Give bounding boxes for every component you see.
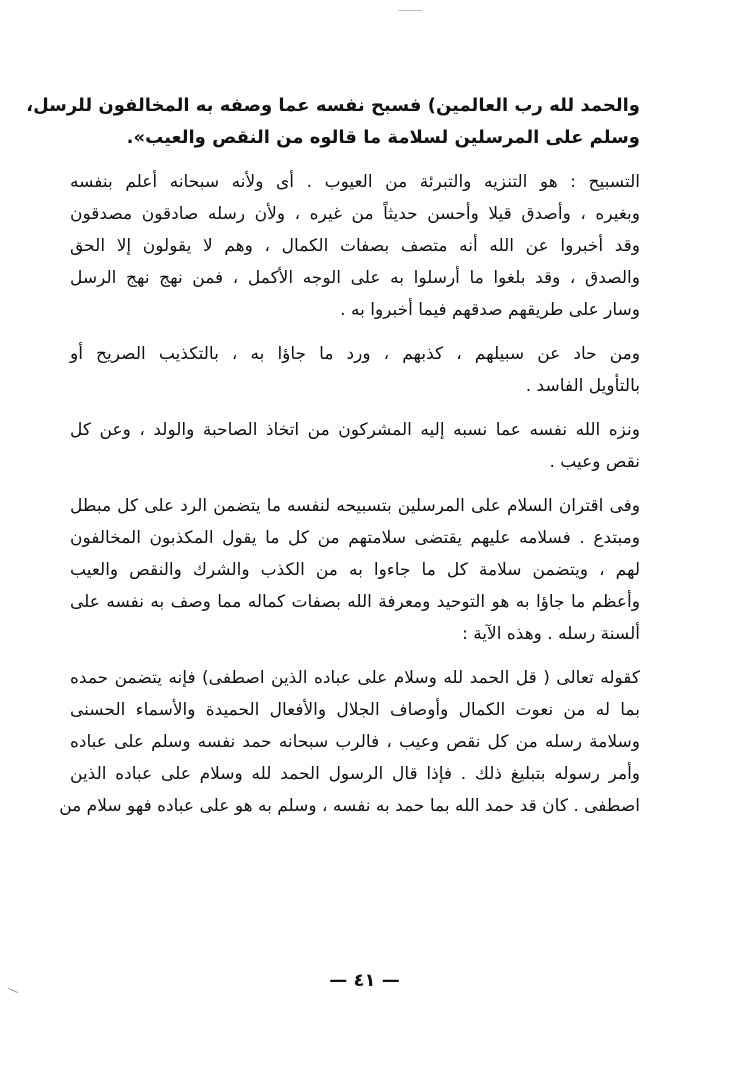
paragraph-salam (70, 490, 640, 650)
text-line: نقص وعيب . (549, 452, 640, 472)
text-line: وسلامة رسله من كل نقص وعيب ، فالرب سبحانه حمد نفسه وسلم على عباده (70, 732, 640, 752)
text-line: وبغيره ، وأصدق قيلا وأحسن حديثاً من غيره ، ولأن رسله صادقون مصدقون (70, 204, 640, 224)
text-line: ونزه الله نفسه عما نسبه إليه المشركون من اتخاذ الصاحبة والولد ، وعن كل (70, 420, 640, 440)
text-line: التسبيح : هو التنزيه والتبرئة من العيوب . أى ولأنه سبحانه أعلم بنفسه (70, 172, 640, 192)
text-line: وفى اقتران السلام على المرسلين بتسبيحه لنفسه ما يتضمن الرد على كل مبطل (70, 496, 640, 516)
scan-mark-top (398, 10, 422, 11)
text-line: وأمر رسوله بتبليغ ذلك . فإذا قال الرسول الحمد لله وسلام على عباده الذين (70, 764, 640, 784)
text-line: والصدق ، وقد بلغوا ما أرسلوا به على الوجه الأكمل ، فمن نهج نهج الرسل (70, 268, 640, 288)
text-line: وأعظم ما جاؤا به هو التوحيد ومعرفة الله بصفات كماله مما وصف به نفسه على (70, 592, 640, 612)
text-line: وسلم على المرسلين لسلامة ما قالوه من النقص والعيب». (126, 127, 640, 148)
page-body (26, 90, 640, 834)
paragraph-deviation (70, 338, 640, 402)
text-line: بالتأويل الفاسد . (525, 376, 640, 396)
paragraph-intro (26, 90, 640, 154)
paragraph-tasbih (70, 166, 640, 326)
text-line: وقد أخبروا عن الله أنه متصف بصفات الكمال ، وهم لا يقولون إلا الحق (70, 236, 640, 256)
page-number: — ٤١ — (329, 970, 400, 991)
text-line: كقوله تعالى ( قل الحمد لله وسلام على عباده الذين اصطفى) فإنه يتضمن حمده (70, 668, 640, 688)
text-line: ومبتدع . فسلامه عليهم يقتضى سلامتهم من كل ما يقول المكذبون المخالفون (70, 528, 640, 548)
text-line: ألسنة رسله . وهذه الآية : (462, 624, 640, 644)
text-line: والحمد لله رب العالمين) فسبح نفسه عما وصفه به المخالفون للرسل، (26, 95, 640, 116)
paragraph-tanzih (70, 414, 640, 478)
paragraph-hamd (59, 662, 640, 822)
text-line: اصطفى . كان قد حمد الله بما حمد به نفسه ، وسلم به هو على عباده فهو سلام من (59, 796, 640, 816)
text-line: ومن حاد عن سبيلهم ، كذبهم ، ورد ما جاؤا به ، بالتكذيب الصريح أو (70, 344, 640, 364)
text-line: وسار على طريقهم صدقهم فيما أخبروا به . (340, 300, 640, 320)
text-line: بما له من نعوت الكمال وأوصاف الجلال والأفعال الحميدة والأسماء الحسنى (70, 700, 640, 720)
text-line: لهم ، ويتضمن سلامة كل ما جاءوا به من الكذب والشرك والنقص والعيب (70, 560, 640, 580)
